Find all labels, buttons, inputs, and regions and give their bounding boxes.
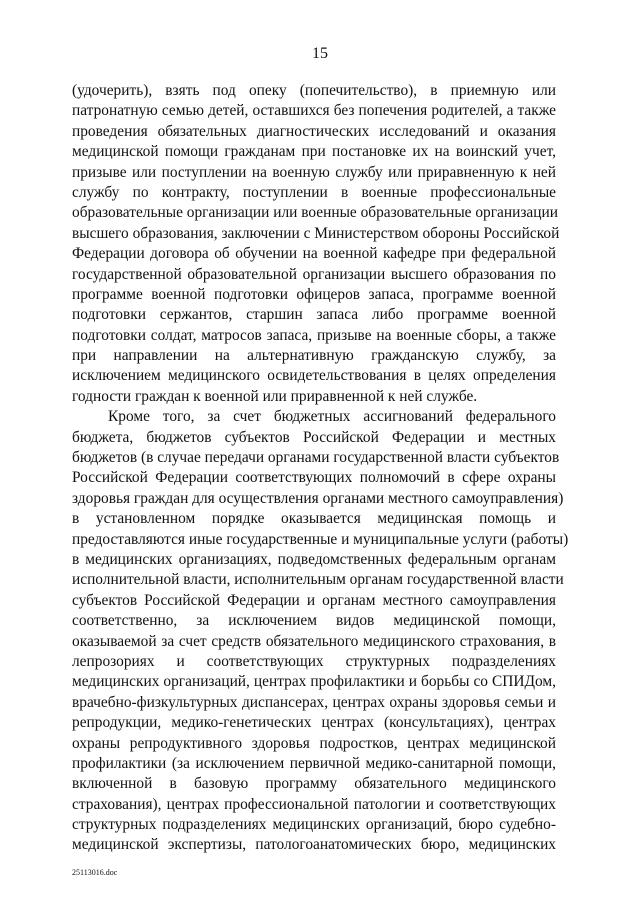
text-line: медицинской экспертизы, патологоанатомических бюро, медицинских <box>72 836 556 854</box>
text-line: лепрозориях и соответствующих структурных подразделениях <box>72 652 556 670</box>
text-line: высшего образования, заключении с Министерством обороны Российской <box>72 224 560 242</box>
text-line: в медицинских организациях, подведомственных федеральным органам <box>72 550 556 568</box>
text-line: охраны репродуктивного здоровья подростков, центрах медицинской <box>72 734 556 752</box>
text-line: структурных подразделениях медицинских организаций, бюро судебно- <box>72 816 556 834</box>
text-line: репродукции, медико-генетических центрах (консультациях), центрах <box>72 714 556 732</box>
text-line: службу по контракту, поступлении в военные профессиональные <box>72 183 556 201</box>
page-number: 15 <box>312 45 328 62</box>
text-line: подготовки солдат, матросов запаса, призыве на военные сборы, а также <box>72 326 556 344</box>
text-line: медицинских организаций, центрах профилактики и борьбы со СПИДом, <box>72 673 556 691</box>
text-line: бюджетов (в случае передачи органами государственной власти субъектов <box>72 449 560 467</box>
text-line: предоставляются иные государственные и муниципальные услуги (работы) <box>72 530 569 548</box>
text-line: годности граждан к военной или приравненной к ней службе. <box>72 387 478 405</box>
text-line: субъектов Российской Федерации и органам местного самоуправления <box>72 591 556 609</box>
text-line: при направлении на альтернативную гражданскую службу, за <box>72 347 556 365</box>
text-line: исключением медицинского освидетельствования в целях определения <box>72 367 556 385</box>
text-line: медицинской помощи гражданам при постановке их на воинский учет, <box>72 143 556 161</box>
text-line: врачебно-физкультурных диспансерах, центрах охраны здоровья семьи и <box>72 693 556 711</box>
text-line: бюджета, бюджетов субъектов Российской Федерации и местных <box>72 428 556 446</box>
text-line: оказываемой за счет средств обязательного медицинского страхования, в <box>72 632 556 650</box>
text-line: Российской Федерации соответствующих полномочий в сфере охраны <box>72 469 556 487</box>
text-line: здоровья граждан для осуществления органами местного самоуправления) <box>72 489 564 507</box>
text-line: подготовки сержантов, старшин запаса либо программе военной <box>72 306 556 324</box>
text-line: (удочерить), взять под опеку (попечительство), в приемную или <box>72 82 556 99</box>
text-line: профилактики (за исключением первичной медико-санитарной помощи, <box>72 754 556 772</box>
text-line: исполнительной власти, исполнительным органам государственной власти <box>72 571 564 589</box>
text-line: Федерации договора об обучении на военной кафедре при федеральной <box>72 245 556 263</box>
text-line: страхования), центрах профессиональной патологии и соответствующих <box>72 795 556 813</box>
footer-file-code: 25113016.doc <box>72 868 118 877</box>
text-line: государственной образовательной организации высшего образования по <box>72 265 556 283</box>
text-line: проведения обязательных диагностических исследований и оказания <box>72 122 556 140</box>
text-line: призыве или поступлении на военную службу или приравненную к ней <box>72 163 556 181</box>
text-line: программе военной подготовки офицеров запаса, программе военной <box>72 285 556 303</box>
text-line: образовательные организации или военные образовательные организации <box>72 204 558 222</box>
text-line: соответственно, за исключением видов медицинской помощи, <box>72 612 556 630</box>
body-text <box>72 81 569 856</box>
text-line: в установленном порядке оказывается медицинская помощь и <box>72 510 556 528</box>
text-line: Кроме того, за счет бюджетных ассигнований федерального <box>108 408 556 426</box>
text-line: патронатную семью детей, оставшихся без попечения родителей, а также <box>72 102 556 120</box>
text-line: включенной в базовую программу обязательного медицинского <box>72 775 556 793</box>
